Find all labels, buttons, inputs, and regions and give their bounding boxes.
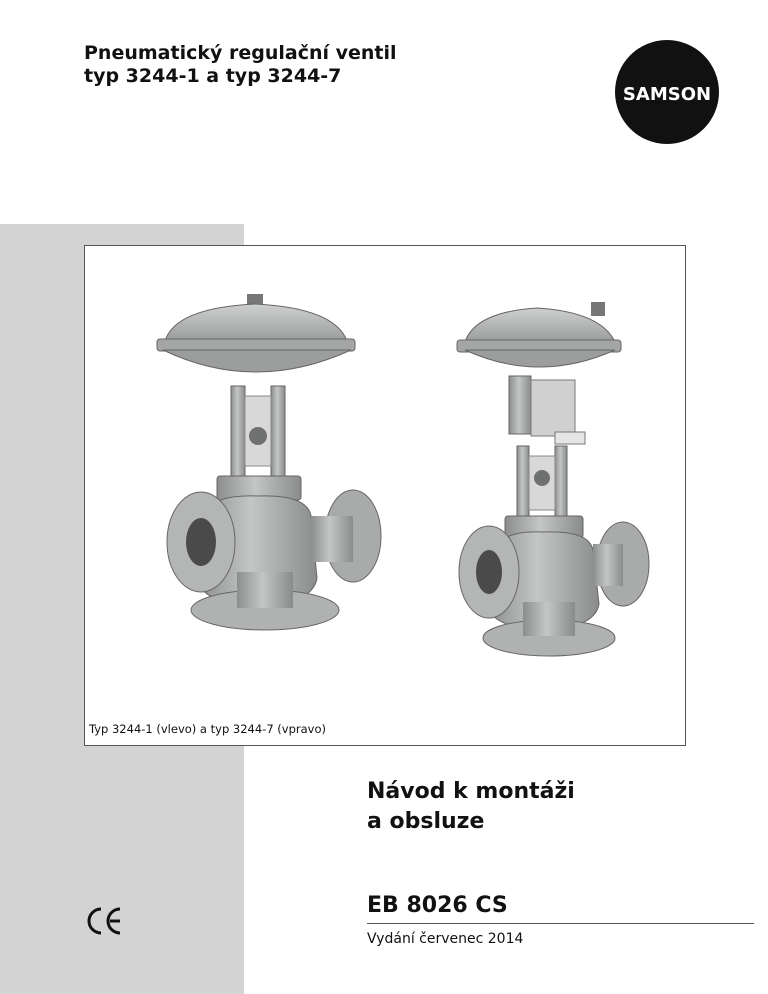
product-title-line2: typ 3244-1 a typ 3244-7 <box>84 65 342 87</box>
logo-text: SAMSON <box>622 84 712 105</box>
valve-3244-1 <box>157 294 381 630</box>
photo-caption: Typ 3244-1 (vlevo) a typ 3244-7 (vpravo) <box>89 722 326 736</box>
document-title-line1: Návod k montáži <box>367 779 575 804</box>
ce-mark-icon <box>84 907 124 939</box>
document-title-line2: a obsluze <box>367 809 485 834</box>
edition-date: Vydání červenec 2014 <box>367 931 524 947</box>
divider-line <box>367 923 754 924</box>
product-title <box>84 42 397 88</box>
product-title-line1: Pneumatický regulační ventil <box>84 42 397 64</box>
valves-photo <box>85 246 685 745</box>
samson-logo <box>615 40 719 144</box>
document-number: EB 8026 CS <box>367 893 508 918</box>
document-title <box>367 777 575 837</box>
product-photo-frame <box>84 245 686 746</box>
valve-3244-7 <box>457 302 649 656</box>
